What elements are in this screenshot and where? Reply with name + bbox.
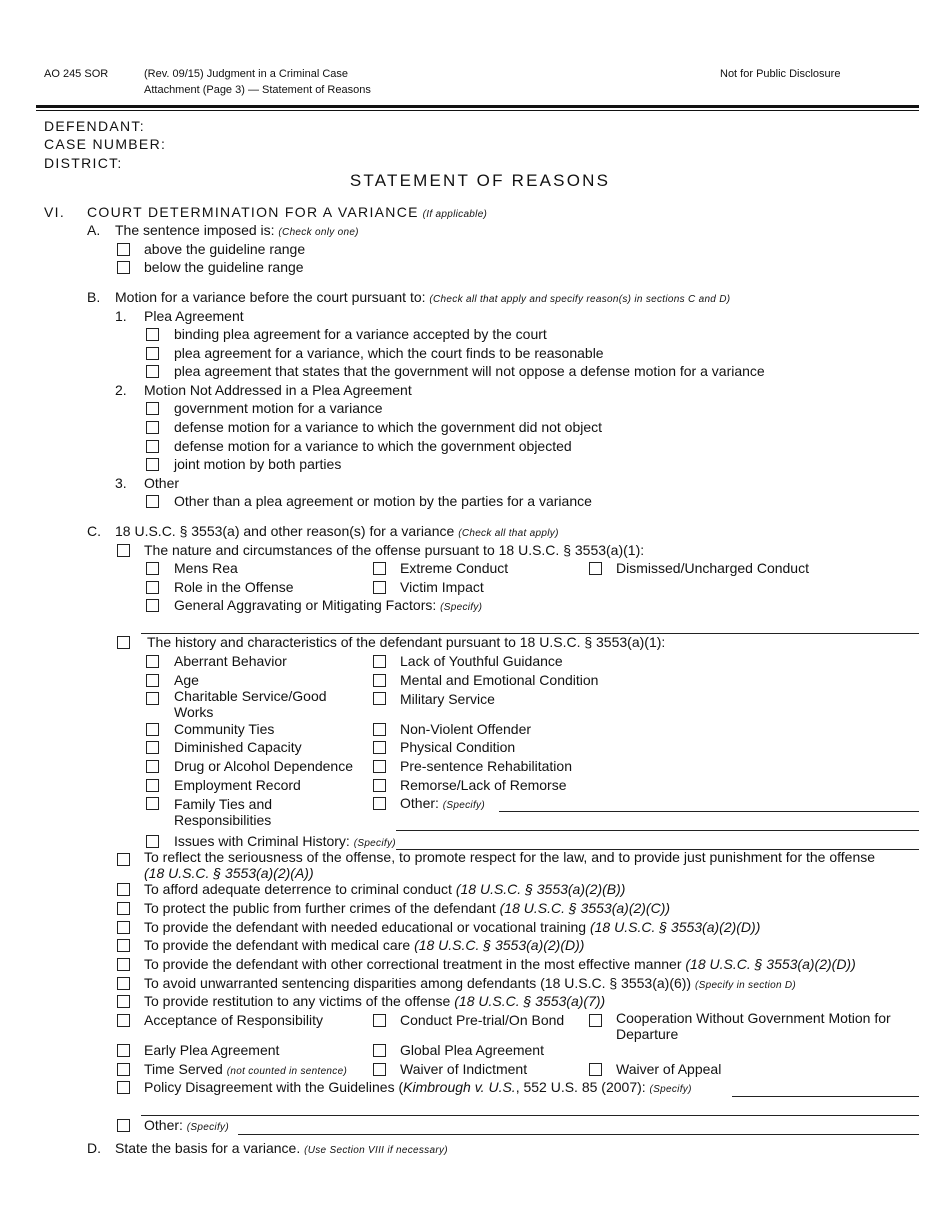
charitable-service-label: Charitable Service/Good Works (174, 688, 327, 720)
disclosure-notice: Not for Public Disclosure (720, 68, 841, 80)
page-title: STATEMENT OF REASONS (349, 171, 611, 190)
b2-label: Motion Not Addressed in a Plea Agreement (144, 382, 412, 398)
section-d-note: (Use Section VIII if necessary) (304, 1145, 448, 1156)
military-service-checkbox[interactable] (373, 692, 386, 705)
acceptance-checkbox[interactable] (117, 1014, 130, 1027)
policy-case: Kimbrough v. U.S. (403, 1079, 516, 1095)
restitution-row (144, 993, 605, 1009)
physical-condition-label: Physical Condition (400, 739, 516, 755)
not-oppose-plea-label: plea agreement that states that the government will not oppose a defense motion for a variance (174, 363, 765, 379)
disparities-row (144, 975, 796, 994)
misc-other-specify: (Specify) (186, 1122, 229, 1133)
early-plea-checkbox[interactable] (117, 1044, 130, 1057)
acceptance-label: Acceptance of Responsibility (144, 1012, 323, 1028)
global-plea-label: Global Plea Agreement (400, 1042, 544, 1058)
defense-no-object-checkbox[interactable] (146, 421, 159, 434)
general-factors-specify: (Specify) (440, 602, 483, 613)
policy-line[interactable] (732, 1096, 919, 1097)
history-other-label: Other: (400, 795, 439, 811)
header-rule-thin (36, 110, 919, 111)
misc-other-line[interactable] (238, 1134, 919, 1135)
general-factors-label: General Aggravating or Mitigating Factors: (174, 597, 437, 613)
history-other-checkbox[interactable] (373, 797, 386, 810)
section-vi-heading (87, 204, 487, 223)
community-ties-checkbox[interactable] (146, 723, 159, 736)
other-motion-label: Other than a plea agreement or motion by the parties for a variance (174, 493, 592, 509)
not-oppose-plea-checkbox[interactable] (146, 365, 159, 378)
section-d-letter: D. (87, 1140, 101, 1156)
policy-line-2[interactable] (141, 1115, 919, 1116)
joint-motion-label: joint motion by both parties (174, 456, 342, 472)
binding-plea-checkbox[interactable] (146, 328, 159, 341)
non-violent-checkbox[interactable] (373, 723, 386, 736)
waiver-appeal-label: Waiver of Appeal (616, 1061, 722, 1077)
drug-alcohol-label: Drug or Alcohol Dependence (174, 758, 354, 774)
family-ties-checkbox[interactable] (146, 797, 159, 810)
military-service-label: Military Service (400, 691, 495, 707)
b3-number: 3. (115, 475, 127, 491)
medical-care-checkbox[interactable] (117, 939, 130, 952)
time-served-label: Time Served (144, 1061, 223, 1077)
role-offense-label: Role in the Offense (174, 579, 294, 595)
seriousness-cite: (18 U.S.C. § 3553(a)(2)(A)) (144, 865, 314, 881)
conduct-pretrial-checkbox[interactable] (373, 1014, 386, 1027)
form-id: AO 245 SOR (44, 68, 109, 80)
section-vi-note: (If applicable) (422, 209, 488, 220)
employment-record-checkbox[interactable] (146, 779, 159, 792)
section-b-label: Motion for a variance before the court pursuant to: (115, 289, 426, 305)
waiver-indictment-checkbox[interactable] (373, 1063, 386, 1076)
aberrant-behavior-label: Aberrant Behavior (174, 653, 287, 669)
correctional-treatment-row (144, 956, 856, 972)
youthful-guidance-checkbox[interactable] (373, 655, 386, 668)
training-label: To provide the defendant with needed educational or vocational training (144, 919, 587, 935)
defense-objected-checkbox[interactable] (146, 440, 159, 453)
deterrence-label: To afford adequate deterrence to criminal conduct (144, 881, 452, 897)
criminal-history-checkbox[interactable] (146, 835, 159, 848)
revision-line: (Rev. 09/15) Judgment in a Criminal Case (144, 68, 348, 80)
protect-public-cite: (18 U.S.C. § 3553(a)(2)(C)) (499, 900, 671, 916)
mens-rea-checkbox[interactable] (146, 562, 159, 575)
reasonable-plea-checkbox[interactable] (146, 347, 159, 360)
time-served-checkbox[interactable] (117, 1063, 130, 1076)
section-b-letter: B. (87, 289, 101, 305)
policy-pre: Policy Disagreement with the Guidelines ( (144, 1079, 404, 1095)
cooperation-checkbox[interactable] (589, 1014, 602, 1027)
medical-care-label: To provide the defendant with medical care (144, 937, 411, 953)
misc-other-row (144, 1117, 229, 1136)
physical-condition-checkbox[interactable] (373, 741, 386, 754)
age-checkbox[interactable] (146, 674, 159, 687)
aberrant-behavior-checkbox[interactable] (146, 655, 159, 668)
history-other-line[interactable] (499, 811, 919, 812)
misc-other-label: Other: (144, 1117, 183, 1133)
waiver-appeal-checkbox[interactable] (589, 1063, 602, 1076)
criminal-history-specify: (Specify) (353, 838, 396, 849)
section-b-heading (115, 289, 730, 308)
section-d-heading (115, 1140, 448, 1159)
seriousness-checkbox[interactable] (117, 853, 130, 866)
nature-circumstances-label: The nature and circumstances of the offense pursuant to 18 U.S.C. § 3553(a)(1): (144, 542, 645, 558)
section-a-label: The sentence imposed is: (115, 222, 275, 238)
section-c-heading (115, 523, 559, 542)
section-b-note: (Check all that apply and specify reason(s) in sections C and D) (429, 294, 731, 305)
role-offense-checkbox[interactable] (146, 581, 159, 594)
mental-condition-checkbox[interactable] (373, 674, 386, 687)
time-served-note: (not counted in sentence) (226, 1066, 348, 1077)
extreme-conduct-label: Extreme Conduct (400, 560, 509, 576)
section-c-label: 18 U.S.C. § 3553(a) and other reason(s) for a variance (115, 523, 455, 539)
history-other-heading (400, 795, 485, 814)
policy-specify: (Specify) (649, 1084, 692, 1095)
disparities-label: To avoid unwarranted sentencing disparities among defendants (18 U.S.C. § 3553(a)(6)) (144, 975, 692, 991)
family-ties-label: Family Ties and Responsibilities (174, 796, 273, 828)
cooperation-label: Cooperation Without Government Motion for Departure (616, 1010, 891, 1042)
dismissed-conduct-checkbox[interactable] (589, 562, 602, 575)
district-label: DISTRICT: (44, 155, 123, 171)
early-plea-label: Early Plea Agreement (144, 1042, 280, 1058)
deterrence-cite: (18 U.S.C. § 3553(a)(2)(B)) (455, 881, 626, 897)
header-rule-thick (36, 105, 919, 108)
section-vi-number: VI. (44, 204, 66, 220)
conduct-pretrial-label: Conduct Pre-trial/On Bond (400, 1012, 565, 1028)
rehabilitation-label: Pre-sentence Rehabilitation (400, 758, 572, 774)
victim-impact-checkbox[interactable] (373, 581, 386, 594)
binding-plea-label: binding plea agreement for a variance accepted by the court (174, 326, 547, 342)
section-a-letter: A. (87, 222, 101, 238)
section-c-note: (Check all that apply) (458, 528, 559, 539)
youthful-guidance-label: Lack of Youthful Guidance (400, 653, 563, 669)
restitution-checkbox[interactable] (117, 995, 130, 1008)
dismissed-conduct-label: Dismissed/Uncharged Conduct (616, 560, 809, 576)
medical-care-cite: (18 U.S.C. § 3553(a)(2)(D)) (414, 937, 585, 953)
policy-post: , 552 U.S. 85 (2007): (515, 1079, 646, 1095)
reasonable-plea-label: plea agreement for a variance, which the court finds to be reasonable (174, 345, 604, 361)
seriousness-label: To reflect the seriousness of the offense, to promote respect for the law, and to provide just punishment for the offense (144, 849, 876, 865)
joint-motion-checkbox[interactable] (146, 458, 159, 471)
restitution-cite: (18 U.S.C. § 3553(a)(7)) (454, 993, 606, 1009)
gov-motion-label: government motion for a variance (174, 400, 383, 416)
correctional-treatment-label: To provide the defendant with other correctional treatment in the most effective manner (144, 956, 682, 972)
above-guideline-label: above the guideline range (144, 241, 306, 257)
charitable-service-checkbox[interactable] (146, 692, 159, 705)
deterrence-checkbox[interactable] (117, 883, 130, 896)
above-guideline-checkbox[interactable] (117, 243, 130, 256)
below-guideline-checkbox[interactable] (117, 261, 130, 274)
remorse-label: Remorse/Lack of Remorse (400, 777, 567, 793)
victim-impact-label: Victim Impact (400, 579, 484, 595)
diminished-capacity-label: Diminished Capacity (174, 739, 302, 755)
section-a-note: (Check only one) (278, 227, 359, 238)
history-characteristics-checkbox[interactable] (117, 636, 130, 649)
protect-public-checkbox[interactable] (117, 902, 130, 915)
medical-care-row (144, 937, 584, 953)
training-checkbox[interactable] (117, 921, 130, 934)
nature-circumstances-checkbox[interactable] (117, 544, 130, 557)
global-plea-checkbox[interactable] (373, 1044, 386, 1057)
restitution-label: To provide restitution to any victims of the offense (144, 993, 451, 1009)
general-factors-checkbox[interactable] (146, 599, 159, 612)
history-other-line-2[interactable] (396, 830, 919, 831)
b1-label: Plea Agreement (144, 308, 244, 324)
b3-label: Other (144, 475, 180, 491)
section-d-label: State the basis for a variance. (115, 1140, 301, 1156)
deterrence-row (144, 881, 625, 897)
defendant-label: DEFENDANT: (44, 118, 145, 134)
defense-objected-label: defense motion for a variance to which the government objected (174, 438, 572, 454)
other-motion-checkbox[interactable] (146, 495, 159, 508)
employment-record-label: Employment Record (174, 777, 301, 793)
section-a-heading (115, 222, 359, 241)
age-label: Age (174, 672, 199, 688)
protect-public-row (144, 900, 670, 916)
b2-number: 2. (115, 382, 127, 398)
defense-no-object-label: defense motion for a variance to which the government did not object (174, 419, 603, 435)
attachment-line: Attachment (Page 3) — Statement of Reasons (144, 84, 371, 96)
non-violent-label: Non-Violent Offender (400, 721, 532, 737)
policy-disagreement-row (144, 1079, 692, 1098)
disparities-checkbox[interactable] (117, 977, 130, 990)
diminished-capacity-checkbox[interactable] (146, 741, 159, 754)
gov-motion-checkbox[interactable] (146, 402, 159, 415)
mental-condition-label: Mental and Emotional Condition (400, 672, 599, 688)
section-c-letter: C. (87, 523, 101, 539)
training-row (144, 919, 760, 935)
remorse-checkbox[interactable] (373, 779, 386, 792)
misc-other-checkbox[interactable] (117, 1119, 130, 1132)
case-number-label: CASE NUMBER: (44, 136, 167, 152)
section-vi-label: COURT DETERMINATION FOR A VARIANCE (87, 204, 419, 220)
drug-alcohol-checkbox[interactable] (146, 760, 159, 773)
disparities-cite: (Specify in section D) (694, 980, 797, 991)
waiver-indictment-label: Waiver of Indictment (400, 1061, 528, 1077)
time-served-row (144, 1061, 347, 1080)
history-other-specify: (Specify) (442, 800, 485, 811)
history-characteristics-label: The history and characteristics of the defendant pursuant to 18 U.S.C. § 3553(a)(1): (147, 634, 666, 650)
correctional-treatment-cite: (18 U.S.C. § 3553(a)(2)(D)) (685, 956, 856, 972)
b1-number: 1. (115, 308, 127, 324)
below-guideline-label: below the guideline range (144, 259, 304, 275)
policy-disagreement-checkbox[interactable] (117, 1081, 130, 1094)
mens-rea-label: Mens Rea (174, 560, 238, 576)
correctional-treatment-checkbox[interactable] (117, 958, 130, 971)
community-ties-label: Community Ties (174, 721, 275, 737)
general-factors-heading (174, 597, 482, 616)
training-cite: (18 U.S.C. § 3553(a)(2)(D)) (589, 919, 761, 935)
extreme-conduct-checkbox[interactable] (373, 562, 386, 575)
rehabilitation-checkbox[interactable] (373, 760, 386, 773)
protect-public-label: To protect the public from further crimes of the defendant (144, 900, 496, 916)
criminal-history-label: Issues with Criminal History: (174, 833, 350, 849)
